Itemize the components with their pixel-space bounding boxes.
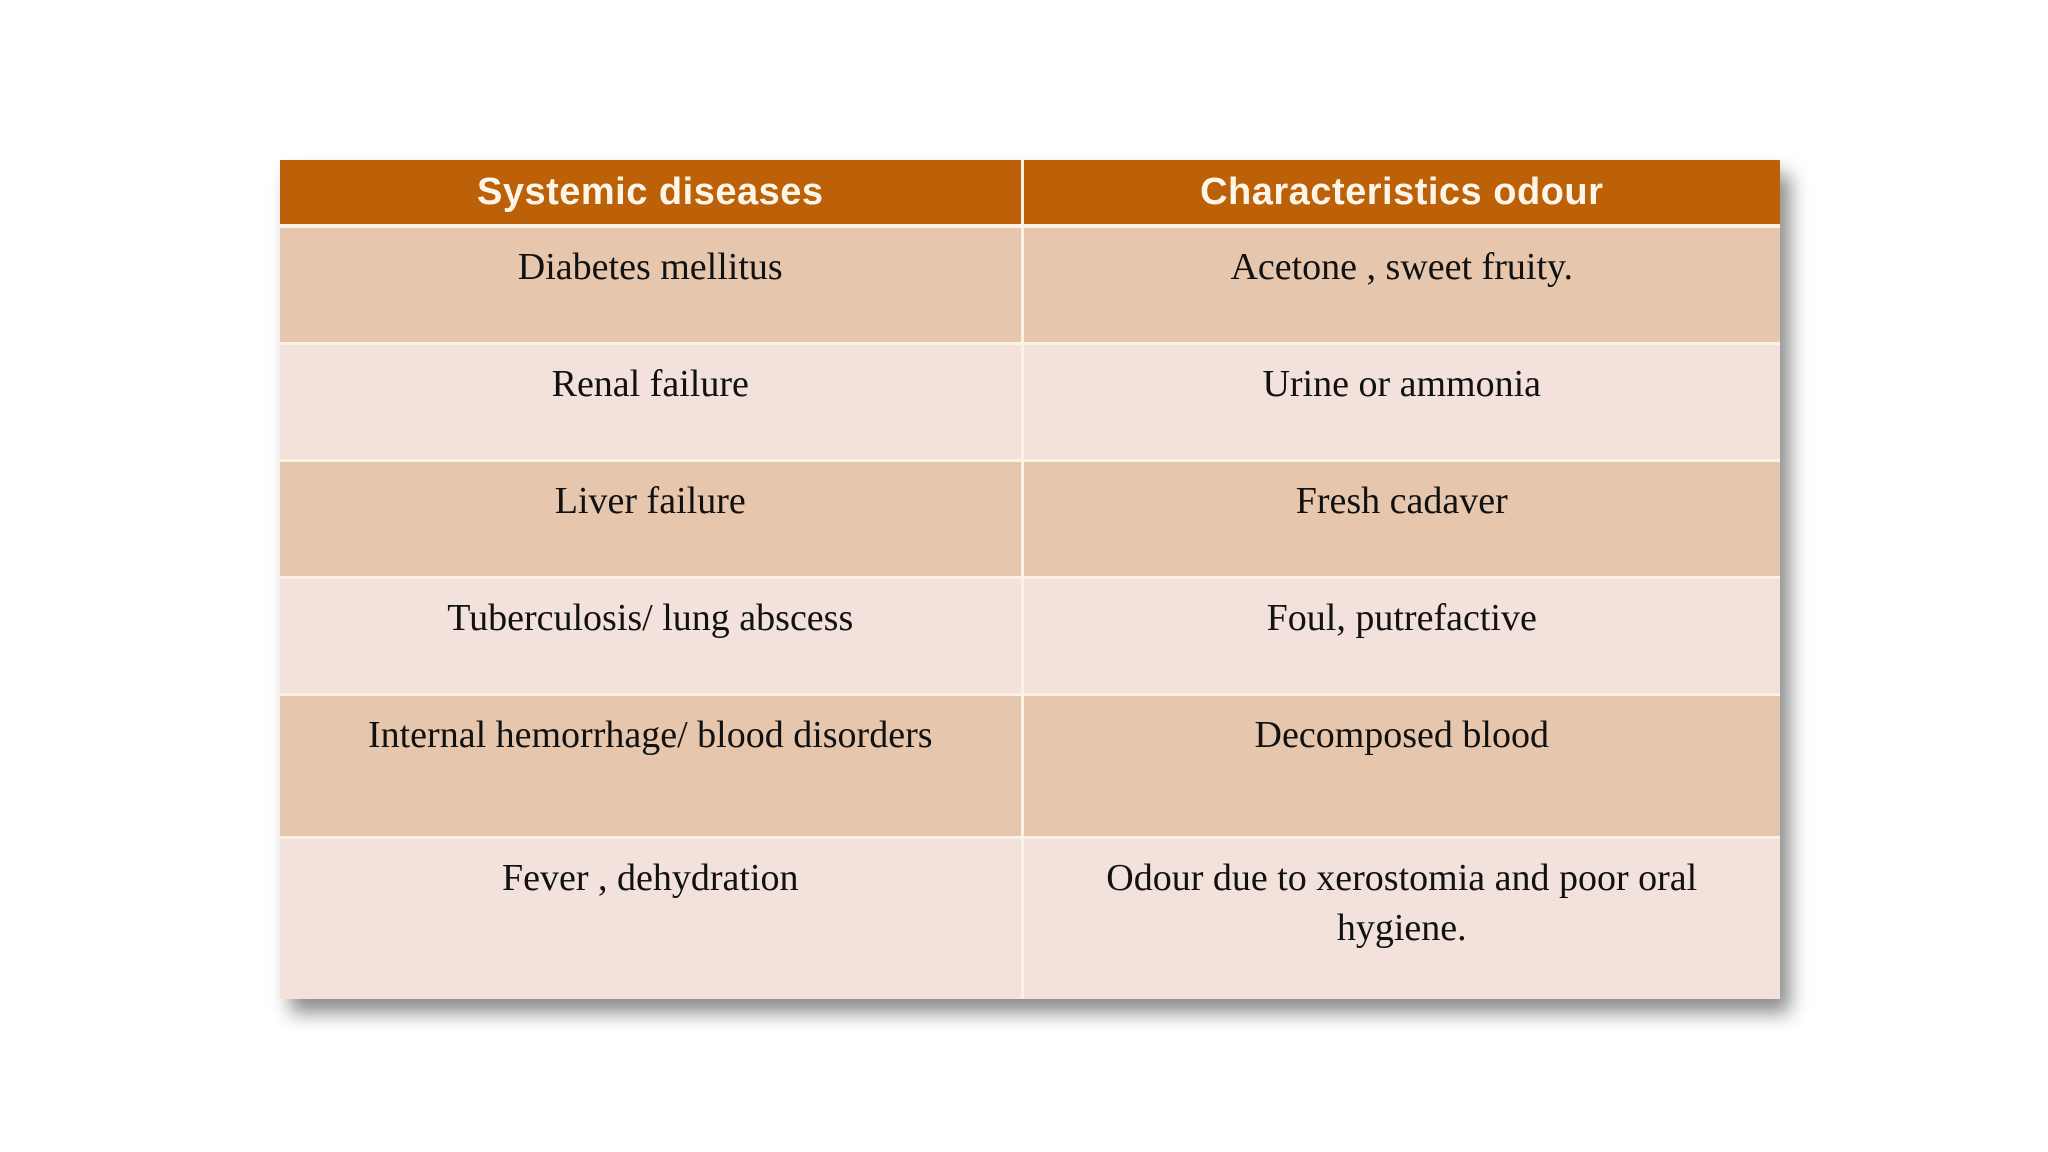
table-body xyxy=(280,226,1780,999)
table-row xyxy=(280,344,1780,461)
odour-cell: Odour due to xerostomia and poor oral hygiene. xyxy=(1022,838,1780,1000)
disease-cell: Tuberculosis/ lung abscess xyxy=(280,578,1022,695)
table-row xyxy=(280,461,1780,578)
table-header xyxy=(280,160,1780,226)
odour-cell: Acetone , sweet fruity. xyxy=(1022,226,1780,344)
header-systemic-diseases: Systemic diseases xyxy=(280,160,1022,226)
header-row xyxy=(280,160,1780,226)
table-row xyxy=(280,838,1780,1000)
disease-cell: Liver failure xyxy=(280,461,1022,578)
disease-cell: Diabetes mellitus xyxy=(280,226,1022,344)
odour-cell: Foul, putrefactive xyxy=(1022,578,1780,695)
odour-cell: Decomposed blood xyxy=(1022,695,1780,838)
disease-cell: Internal hemorrhage/ blood disorders xyxy=(280,695,1022,838)
table-row xyxy=(280,578,1780,695)
odour-table xyxy=(280,160,1780,999)
disease-cell: Fever , dehydration xyxy=(280,838,1022,1000)
odour-cell: Fresh cadaver xyxy=(1022,461,1780,578)
disease-cell: Renal failure xyxy=(280,344,1022,461)
table-row xyxy=(280,226,1780,344)
table-row xyxy=(280,695,1780,838)
odour-table-container xyxy=(280,160,1780,999)
header-characteristics-odour: Characteristics odour xyxy=(1022,160,1780,226)
odour-cell: Urine or ammonia xyxy=(1022,344,1780,461)
